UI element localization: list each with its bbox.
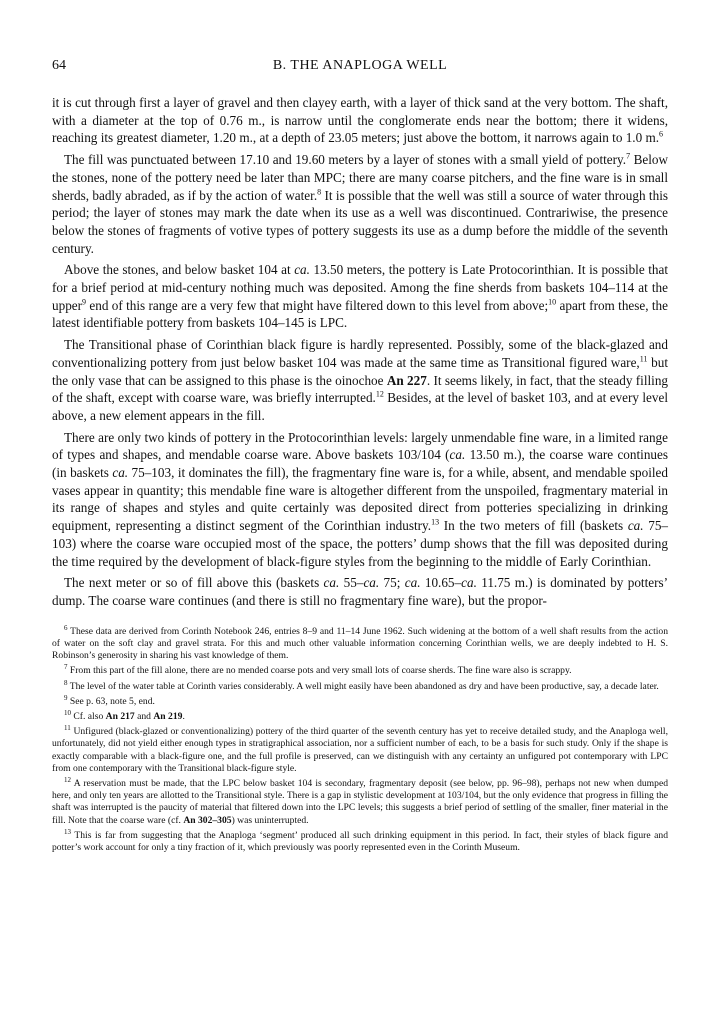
body-text [52, 94, 668, 610]
footnote [52, 775, 668, 827]
italic-text: ca. [404, 575, 421, 591]
text-run: A reservation must be made, that the LPC below basket 104 is secondary, fragmentary deposit (see below, pp. 96–98), perhaps not new when dumped here, and only ten years are allotted to the Transitional style. There is a gap in stylistic development at 103/104, but the only evidence that progress in filling the shaft was interrupted is the paucity of material that filtered down into the LPC levels; this suggests a brief period of settling of the smaller, finer material in the fill. Note that the coarse ware (cf. [52, 777, 668, 826]
text-run: This is far from suggesting that the Anaploga ‘segment’ produced all such drinking equipment in this period. In fact, their styles of black figure and potter’s work account for only a tiny fraction of it, which previously was poorly represented even in the Corinth Museum. [52, 829, 668, 853]
text-run: The level of the water table at Corinth varies considerably. A well might easily have been abandoned as dry and have been productive, say, a decade later. [67, 680, 659, 692]
text-run: . [182, 710, 185, 722]
paragraph [52, 429, 668, 571]
page [52, 58, 668, 857]
note-ref: 13 [64, 827, 71, 836]
italic-text: ca. [627, 518, 644, 534]
page-number: 64 [52, 58, 66, 73]
note-ref: 10 [64, 708, 71, 717]
note-ref: 8 [64, 678, 68, 687]
paragraph [52, 261, 668, 332]
paragraph [52, 574, 668, 609]
text-run: 13.50 m.), the coarse ware continues (in baskets [52, 447, 668, 481]
note-ref: 13 [431, 517, 440, 527]
text-run: 11.75 m.) is dominated by potters’ dump. The coarse ware continues (and there is still no fragmentary fine ware), but the propor- [52, 575, 669, 608]
text-run: Above the stones, and below basket 104 at [64, 262, 295, 278]
text-run: 10.65– [420, 575, 462, 591]
note-ref: 8 [317, 187, 322, 197]
text-run: it is cut through first a layer of gravel and then clayey earth, with a layer of thick sand at the very bottom. The shaft, with a diameter at the top of 0.76 m., is narrow until the conglomerate ends near the bottom; there it widens, reaching its greatest diameter, 1.20 m., at a depth of 23.05 meters; just above the bottom, it narrows again to 1.0 m. [52, 95, 668, 146]
note-ref: 11 [64, 723, 71, 732]
text-run: 75–103) where the coarse ware occupied most of the space, the potters’ dump shows that the fill was deposited during the time required by the development of black-figure styles from the beginning to the middle of Early Corinthian. [52, 518, 668, 569]
text-run: See p. 63, note 5, end. [67, 695, 155, 707]
text-run: . It seems likely, in fact, that the steady filling of the shaft, except with coarse ware, was briefly interrupted. [52, 372, 669, 406]
text-run: There are only two kinds of pottery in the Protocorinthian levels: largely unmendable fine ware, in a limited range of types and shapes, and mendable coarse ware. Above baskets 103/104 ( [52, 429, 668, 463]
catalogue-ref: An 217 [105, 710, 135, 722]
text-run: Unfigured (black-glazed or conventionalizing) pottery of the third quarter of the seventh century has yet to receive detailed study, and the Anaploga well, unfortunately, did not yield either enough types in stratigraphical association, nor a sufficient number of each, to be a basis for such study. Only if the shape is exactly comparable with a black-figure one, and the full profile is preserved, can we distinguish with any certainty an unfigured pot contemporary with LPC from one contemporary with the Transitional black-figure style. [52, 726, 668, 774]
italic-text: ca. [461, 575, 477, 591]
running-title: B. THE ANAPLOGA WELL [272, 58, 448, 73]
text-run: 13.50 meters, the pottery is Late Protocorinthian. It is possible that for a brief period at mid-century nothing much was deposited. Among the fine sherds from baskets 104–114 at the upper [52, 262, 669, 313]
text-run: The fill was punctuated between 17.10 and 19.60 meters by a layer of stones with a small yield of pottery. [64, 152, 627, 168]
text-run: and [134, 710, 154, 722]
footnotes [52, 623, 668, 854]
text-run: Cf. also [71, 710, 106, 722]
note-ref: 9 [82, 297, 87, 307]
note-ref: 9 [64, 693, 68, 702]
note-ref: 11 [639, 354, 648, 364]
note-ref: 10 [548, 297, 557, 307]
footnote [52, 708, 668, 723]
text-run: It is possible that the well was still a source of water through this period; the layer of stones may mark the date when its use as a well was discontinued. Contrariwise, the presence below the stones of fragments of votive types of pottery suggests its use as a dump before the middle of the seventh century. [52, 187, 668, 256]
footnote [52, 678, 668, 693]
note-ref: 6 [64, 623, 68, 632]
text-run: Besides, at the level of basket 103, and at every level above, a new element appears in the fill. [52, 390, 669, 423]
text-run: The Transitional phase of Corinthian black figure is hardly represented. Possibly, some of the black-glazed and conventionalizing pottery from just below basket 104 was made at the same time as Transitional figured ware, [52, 337, 668, 370]
text-run: ) was uninterrupted. [231, 814, 309, 826]
catalogue-ref: An 227 [386, 372, 427, 388]
text-run: 75; [379, 575, 405, 591]
note-ref: 6 [659, 130, 664, 140]
italic-text: ca. [112, 465, 129, 481]
catalogue-ref: An 302–305 [183, 814, 232, 826]
note-ref: 7 [626, 151, 631, 161]
paragraph [52, 94, 668, 147]
footnote [52, 693, 668, 708]
note-ref: 12 [375, 389, 384, 399]
footnote [52, 665, 668, 677]
text-run: but the only vase that can be assigned to this phase is the oinochoe [52, 354, 668, 388]
note-ref: 12 [64, 775, 71, 784]
italic-text: ca. [449, 447, 466, 463]
note-ref: 7 [64, 663, 68, 672]
footnote [52, 623, 668, 663]
footnote [52, 723, 668, 775]
page-header [52, 58, 668, 80]
text-run: 75–103, it dominates the fill), the fragmentary fine ware is, for a while, absent, and mendable spoiled vases appear in quantity; this mendable fine ware is altogether different from the unspoiled, fragmentary material in its range of shapes and styles and quite certainly was deposited direct from potteries specializing in drinking equipment, representing a distinct segment of the Corinthian industry. [52, 465, 668, 534]
italic-text: ca. [363, 575, 380, 591]
text-run: These data are derived from Corinth Notebook 246, entries 8–9 and 11–14 June 1962. Such widening at the bottom of a well shaft results from the action of water on the soft clay and gravel strata. For this and much other valuable information concerning Corinthian wells, we are deeply indebted to H. S. Robinson’s generosity in sharing his vast knowledge of them. [52, 625, 668, 662]
text-run: In the two meters of fill (baskets [439, 518, 628, 534]
text-run: end of this range are a very few that might have filtered down to this level from above; [86, 297, 549, 313]
text-run: The next meter or so of fill above this (baskets [64, 575, 324, 591]
catalogue-ref: An 219 [153, 710, 183, 722]
paragraph [52, 151, 668, 257]
text-run: From this part of the fill alone, there are no mended coarse pots and very small lots of coarse sherds. The fine ware also is scrappy. [67, 665, 572, 677]
paragraph [52, 336, 668, 425]
text-run: Below the stones, none of the pottery need be later than MPC; there are many coarse pitchers, and the fine ware is in small sherds, badly abraded, as if by the action of water. [52, 152, 668, 203]
italic-text: ca. [294, 262, 310, 278]
italic-text: ca. [323, 575, 340, 591]
text-run: apart from these, the latest identifiable pottery from baskets 104–145 is LPC. [52, 297, 668, 331]
footnote [52, 827, 668, 854]
text-run: 55– [339, 575, 364, 591]
